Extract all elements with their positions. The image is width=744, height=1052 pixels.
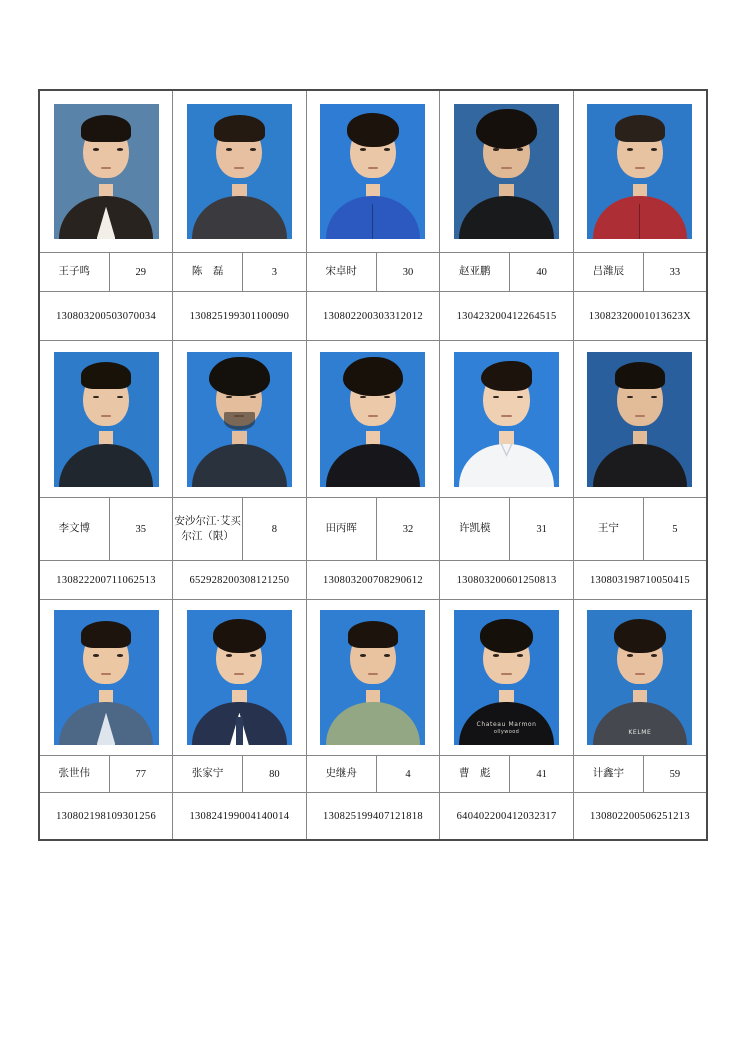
member-id-number: 130803198710050415: [573, 561, 707, 600]
id-photo: [454, 104, 559, 239]
photo-mouth: [368, 167, 378, 169]
roster-table: [38, 89, 708, 841]
photo-eyes: [493, 396, 499, 399]
photo-hair: [343, 357, 404, 396]
member-id-number: 652928200308121250: [173, 561, 307, 600]
member-number: 5: [643, 498, 707, 561]
member-photo-cell: [306, 90, 440, 253]
member-id-number: 130802198109301256: [39, 793, 173, 841]
member-photo-cell: [39, 600, 173, 756]
photo-eyes: [226, 396, 232, 399]
photo-torso: [192, 196, 287, 239]
photo-torso: [593, 444, 688, 487]
member-name: 张家宁: [173, 756, 243, 793]
member-number: 40: [510, 253, 574, 292]
photo-hair: [81, 621, 131, 648]
id-photo: [187, 104, 292, 239]
id-photo: [587, 352, 692, 487]
member-number: 41: [510, 756, 574, 793]
member-photo-cell: [573, 90, 707, 253]
photo-hair: [209, 357, 270, 396]
member-photo-cell: [173, 90, 307, 253]
member-photo-cell: [39, 341, 173, 498]
photo-hair: [347, 113, 400, 147]
photo-torso: [326, 444, 421, 487]
photo-torso: [59, 444, 154, 487]
member-name: 张世伟: [39, 756, 109, 793]
member-name: 安沙尔江·艾买尔江（限）: [173, 498, 243, 561]
photo-hair: [213, 619, 266, 653]
photo-eyes: [493, 148, 499, 151]
member-photo-cell: [173, 341, 307, 498]
photo-mouth: [501, 415, 511, 417]
photo-mouth: [234, 167, 244, 169]
photo-mouth: [101, 167, 111, 169]
id-photo: [320, 352, 425, 487]
id-photo: [54, 352, 159, 487]
id-photo: [320, 104, 425, 239]
photo-eyes: [627, 148, 633, 151]
photo-torso: [459, 444, 554, 487]
member-name: 赵亚鹏: [440, 253, 510, 292]
photo-eyes: [360, 396, 366, 399]
member-name: 田丙晖: [306, 498, 376, 561]
member-id-number: 130824199004140014: [173, 793, 307, 841]
photo-hair: [615, 115, 665, 142]
photo-mouth: [234, 673, 244, 675]
member-name: 陈 磊: [173, 253, 243, 292]
photo-zipper: [639, 204, 640, 239]
id-row: [39, 292, 707, 341]
photo-mouth: [368, 673, 378, 675]
photo-mouth: [101, 415, 111, 417]
member-number: 8: [243, 498, 307, 561]
member-name: 计鑫宇: [573, 756, 643, 793]
photo-hair: [480, 619, 533, 653]
shirt-text-line1: Chateau Marmon: [476, 721, 537, 729]
member-name: 许凯模: [440, 498, 510, 561]
roster-photo-table: [38, 89, 708, 841]
member-id-number: 130803200601250813: [440, 561, 574, 600]
shirt-text-line2: ollywood: [493, 729, 520, 736]
member-photo-cell: [440, 600, 574, 756]
photo-hair: [476, 109, 537, 148]
id-photo: [587, 610, 692, 745]
member-photo-cell: [573, 341, 707, 498]
member-number: 80: [243, 756, 307, 793]
photo-mouth: [501, 167, 511, 169]
member-number: 4: [376, 756, 440, 793]
photo-mouth: [635, 415, 645, 417]
photo-mouth: [101, 673, 111, 675]
member-id-number: 130803200503070034: [39, 292, 173, 341]
shirt-text-line1: KELME: [628, 728, 652, 736]
id-row: [39, 561, 707, 600]
member-photo-cell: [573, 600, 707, 756]
photo-torso: [459, 196, 554, 239]
photo-torso: [192, 444, 287, 487]
member-photo-cell: [306, 341, 440, 498]
member-number: 3: [243, 253, 307, 292]
photo-mouth: [368, 415, 378, 417]
photo-row: [39, 90, 707, 253]
member-name: 史继舟: [306, 756, 376, 793]
member-photo-cell: [173, 600, 307, 756]
photo-eyes: [226, 654, 232, 657]
photo-mouth: [635, 167, 645, 169]
photo-hair: [81, 362, 131, 389]
id-photo: [454, 610, 559, 745]
id-photo: [54, 104, 159, 239]
member-id-number: 640402200412032317: [440, 793, 574, 841]
shirt-text: [454, 720, 559, 737]
member-photo-cell: [306, 600, 440, 756]
photo-eyes: [493, 654, 499, 657]
member-photo-cell: [440, 341, 574, 498]
id-photo: [454, 352, 559, 487]
photo-beard: [224, 412, 256, 430]
member-number: 35: [109, 498, 173, 561]
member-id-number: 13082320001013623X: [573, 292, 707, 341]
shirt-text: [587, 728, 692, 737]
photo-row: [39, 600, 707, 756]
member-name: 王子鸣: [39, 253, 109, 292]
member-name: 曹 彪: [440, 756, 510, 793]
member-id-number: 130803200708290612: [306, 561, 440, 600]
member-photo-cell: [440, 90, 574, 253]
member-name: 王宁: [573, 498, 643, 561]
member-number: 29: [109, 253, 173, 292]
id-photo: [320, 610, 425, 745]
member-id-number: 130825199301100090: [173, 292, 307, 341]
photo-zipper: [372, 204, 373, 239]
photo-eyes: [93, 396, 99, 399]
name-row: [39, 498, 707, 561]
member-number: 31: [510, 498, 574, 561]
photo-hair: [81, 115, 131, 142]
member-id-number: 130822200711062513: [39, 561, 173, 600]
photo-eyes: [627, 654, 633, 657]
member-id-number: 130423200412264515: [440, 292, 574, 341]
id-photo: [54, 610, 159, 745]
photo-eyes: [360, 654, 366, 657]
member-number: 33: [643, 253, 707, 292]
photo-eyes: [360, 148, 366, 151]
name-row: [39, 253, 707, 292]
photo-mouth: [635, 673, 645, 675]
name-row: [39, 756, 707, 793]
id-row: [39, 793, 707, 841]
member-id-number: 130802200303312012: [306, 292, 440, 341]
member-id-number: 130825199407121818: [306, 793, 440, 841]
photo-eyes: [627, 396, 633, 399]
member-number: 59: [643, 756, 707, 793]
id-photo: [187, 352, 292, 487]
member-number: 77: [109, 756, 173, 793]
photo-tie: [236, 717, 242, 745]
photo-row: [39, 341, 707, 498]
photo-hair: [481, 361, 531, 391]
photo-eyes: [93, 654, 99, 657]
member-number: 30: [376, 253, 440, 292]
id-photo: [187, 610, 292, 745]
id-photo: [587, 104, 692, 239]
photo-torso: [326, 702, 421, 745]
member-name: 宋卓时: [306, 253, 376, 292]
photo-torso: [593, 702, 688, 745]
photo-eyes: [93, 148, 99, 151]
photo-hair: [614, 619, 667, 653]
member-id-number: 130802200506251213: [573, 793, 707, 841]
member-number: 32: [376, 498, 440, 561]
photo-hair: [615, 362, 665, 389]
member-name: 吕潍辰: [573, 253, 643, 292]
photo-hair: [348, 621, 398, 648]
member-photo-cell: [39, 90, 173, 253]
photo-eyes: [226, 148, 232, 151]
photo-hair: [214, 115, 264, 142]
photo-mouth: [501, 673, 511, 675]
member-name: 李文博: [39, 498, 109, 561]
